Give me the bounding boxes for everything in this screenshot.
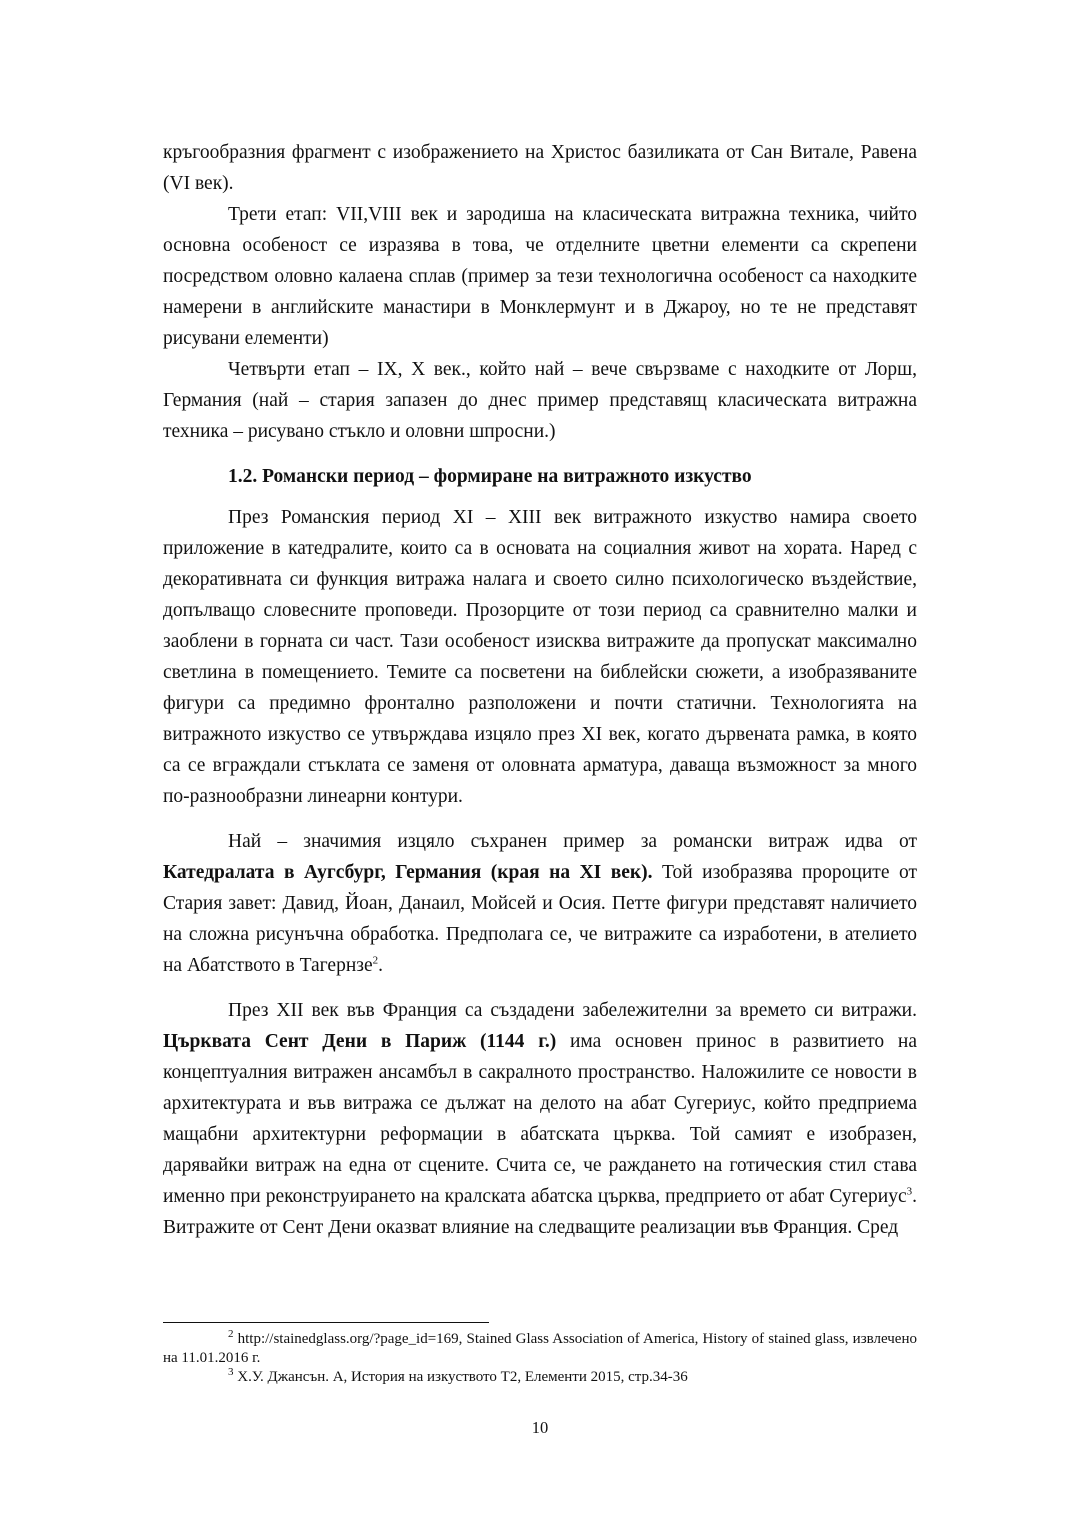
paragraph-6-text-mid: има основен принос в развитието на концептуалния витражен ансамбъл в сакралното пространство. Наложилите се новости в архитектурата и във витража се дължат на делото на абат Сугериус, който предприема мащабни архитектурни реформации в абатската църква. Той самият е изобразен, дарявайки витраж на една от сцените. Счита се, че раждането на готическия стил става именно при реконструирането на кралската абатска църква, предприето от абат Сугериус <box>163 1031 918 1207</box>
paragraph-6-text-end: . Витражите от Сент Дени оказват влияние на следващите реализации във Франция. Сред <box>163 1186 917 1238</box>
paragraph-1: кръгообразния фрагмент с изображението на Христос базиликата от Сан Витале, Равена (VI век). <box>163 142 917 194</box>
footnote-text: Х.У. Джансън. А, История на изкуството Т2, Елементи 2015, стр.34-36 <box>233 1369 688 1385</box>
paragraph-5 <box>163 826 917 981</box>
footnote-mark: 3 <box>228 1366 234 1378</box>
footnote-2 <box>163 1330 917 1368</box>
paragraph-6-bold: Църквата Сент Дени в Париж (1144 г.) <box>163 1031 557 1052</box>
paragraph-5-tail: . <box>378 955 383 976</box>
footnote-ref-2: 2 <box>372 954 379 967</box>
paragraph-3: Четвърти етап – IX, X век., който най – вече свързваме с находките от Лорш, Германия (най – стария запазен до днес пример представящ класическата витражна техника – рисувано стъкло и оловни шпросни.) <box>163 359 917 442</box>
section-heading: 1.2. Романски период – формиране на витражното изкуство <box>228 466 752 487</box>
paragraph-6 <box>163 995 917 1243</box>
paragraph-2: Трети етап: VII,VIII век и зародиша на класическата витражна техника, чийто основна особеност се изразява в това, че отделните цветни елементи са скрепени посредством оловно калаена сплав (пример за тези технологична особеност са находките намерени в английските манастири в Монклермунт и в Джароу, но те не представят рисувани елементи) <box>163 204 917 349</box>
body-text <box>163 137 917 1243</box>
footnote-3 <box>163 1368 917 1387</box>
paragraph-5-text: Най – значимия изцяло съхранен пример за романски витраж идва от <box>228 831 917 852</box>
paragraph-6-text: През XII век във Франция са създадени забележителни за времето си витражи. <box>228 1000 917 1021</box>
footnotes <box>163 1330 917 1387</box>
paragraph-5-text-end: Той изобразява пророците от Стария завет: Давид, Йоан, Данаил, Мойсей и Осия. Петте фигури представят наличието на сложна рисунъчна обработка. Предполага се, че витражите са изработени, в ателието на Абатството в Тагернзе <box>163 862 917 976</box>
paragraph-5-bold: Катедралата в Аугсбург, Германия (края на XI век). <box>163 862 653 883</box>
footnote-ref-3: 3 <box>906 1185 913 1198</box>
paragraph-4: През Романския период XI – XIII век витражното изкуство намира своето приложение в катедралите, които са в основата на социалния живот на хората. Наред с декоративната си функция витража налага и своето силно психологическо въздействие, допълващо словесните проповеди. Прозорците от този период са сравнително малки и заоблени в горната си част. Тази особеност изисква витражите да пропускат максимално светлина в помещението. Темите са посветени на библейски сюжети, а изобразяваните фигури са предимно фронтално разположени и почти статични. Технологията на витражното изкуство се утвърждава изцяло през XI век, когато дървената рамка, в която са се вграждали стъклата се заменя от оловната арматура, даваща възможност за много по-разнообразни линеарни контури. <box>163 507 917 807</box>
footnote-mark: 2 <box>228 1328 234 1340</box>
footnote-text: http://stainedglass.org/?page_id=169, Stained Glass Association of America, History of stained glass, извлечено на 11.01.2016 г. <box>163 1331 917 1366</box>
page-number: 10 <box>531 1418 549 1437</box>
footnote-separator <box>163 1322 489 1323</box>
